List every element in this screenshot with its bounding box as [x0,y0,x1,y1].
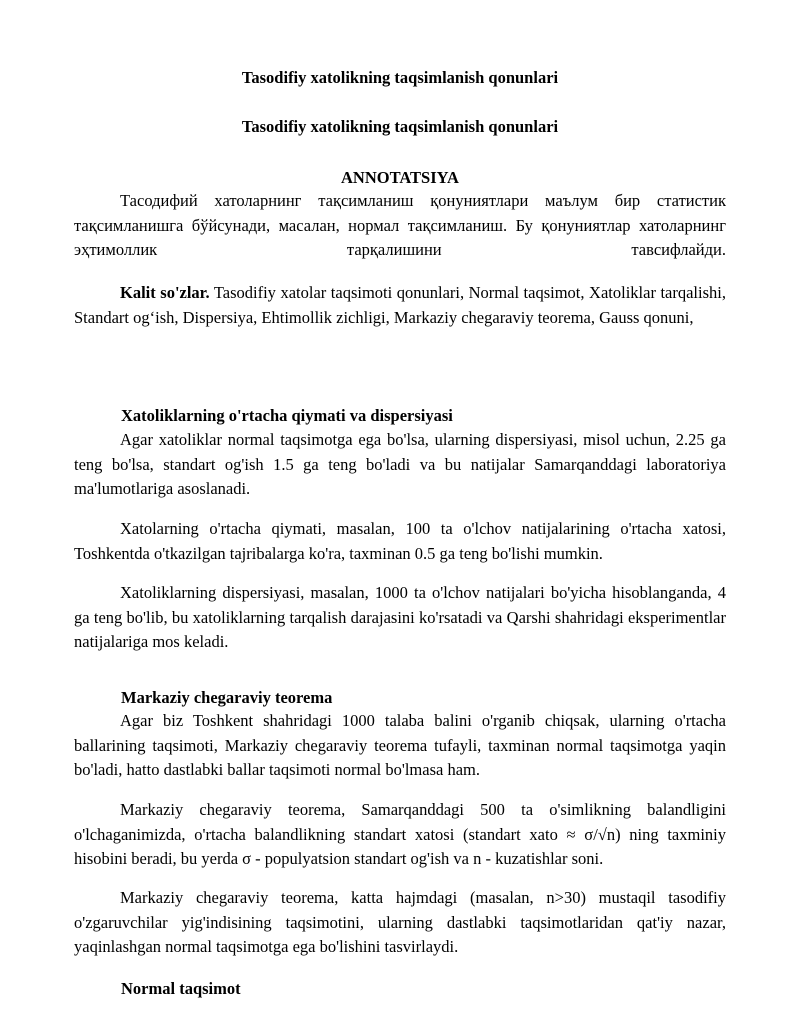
section-1-paragraph-2: Xatolarning o'rtacha qiymati, masalan, 100 ta o'lchov natijalarining o'rtacha xatosi, Toshkentda o'tkazilgan tajribalarga ko'ra, taxminan 0.5 ga teng bo'lishi mumkin. [74,519,726,563]
annotation-heading: ANNOTATSIYA [341,168,459,187]
keywords-paragraph [74,281,726,330]
section-heading-error-mean-dispersion: Xatoliklarning o'rtacha qiymati va dispersiyasi [121,406,453,425]
keywords-text: Tasodifiy xatolar taqsimoti qonunlari, Normal taqsimot, Xatoliklar tarqalishi, Standart og‘ish, Dispersiya, Ehtimollik zichligi, Markaziy chegaraviy teorema, Gauss qonuni, [74,283,726,327]
section-2-paragraph-3: Markaziy chegaraviy teorema, katta hajmdagi (masalan, n>30) mustaqil tasodifiy o'zgaruvchilar yig'indisining taqsimotini, ularning dastlabki taqsimotlaridan qat'iy nazar, yaqinlashgan normal taqsimotga ega bo'lishini tasvirlaydi. [74,888,726,956]
section-2-paragraph-1: Agar biz Toshkent shahridagi 1000 talaba balini o'rganib chiqsak, ularning o'rtacha ballarining taqsimoti, Markaziy chegaraviy teorema tufayli, taxminan normal taqsimotga yaqin bo'ladi, hatto dastlabki ballar taqsimoti normal bo'lmasa ham. [74,711,726,779]
section-heading-central-limit-theorem: Markaziy chegaraviy teorema [121,688,333,707]
document-subtitle: Tasodifiy xatolikning taqsimlanish qonunlari [241,117,559,136]
section-1-paragraph-1: Agar xatoliklar normal taqsimotga ega bo'lsa, ularning dispersiyasi, misol uchun, 2.25 ga teng bo'lsa, standart og'ish 1.5 ga teng bo'ladi va bu natijalar Samarqanddagi laboratoriya ma'lumotlariga asoslanadi. [74,430,726,498]
section-1-paragraph-3: Xatoliklarning dispersiyasi, masalan, 1000 ta o'lchov natijalari bo'yicha hisoblanganda, 4 ga teng bo'lib, bu xatoliklarning tarqalish darajasini ko'rsatadi va Qarshi shahridagi eksperimentlar natijalariga mos keladi. [74,583,726,651]
section-heading-normal-distribution: Normal taqsimot [121,979,241,998]
section-2-paragraph-2: Markaziy chegaraviy teorema, Samarqanddagi 500 ta o'simlikning balandligini o'lchaganimizda, o'rtacha balandlikning standart xatosi (standart xato ≈ σ/√n) ning taxminiy hisobini beradi, bu yerda σ - populyatsion standart og'ish va n - kuzatishlar soni. [74,800,726,868]
annotation-paragraph: Тасодифий хатоларнинг тақсимланиш қонуниятлари маълум бир статистик тақсимланишга бўйсунади, масалан, нормал тақсимланиш. Бу қонуниятлар хатоларнинг эҳтимоллик тарқалишини тавсифлайди. [74,191,726,259]
document-title: Tasodifiy xatolikning taqsimlanish qonunlari [241,68,559,87]
keywords-label: Kalit so'zlar. [120,283,210,302]
